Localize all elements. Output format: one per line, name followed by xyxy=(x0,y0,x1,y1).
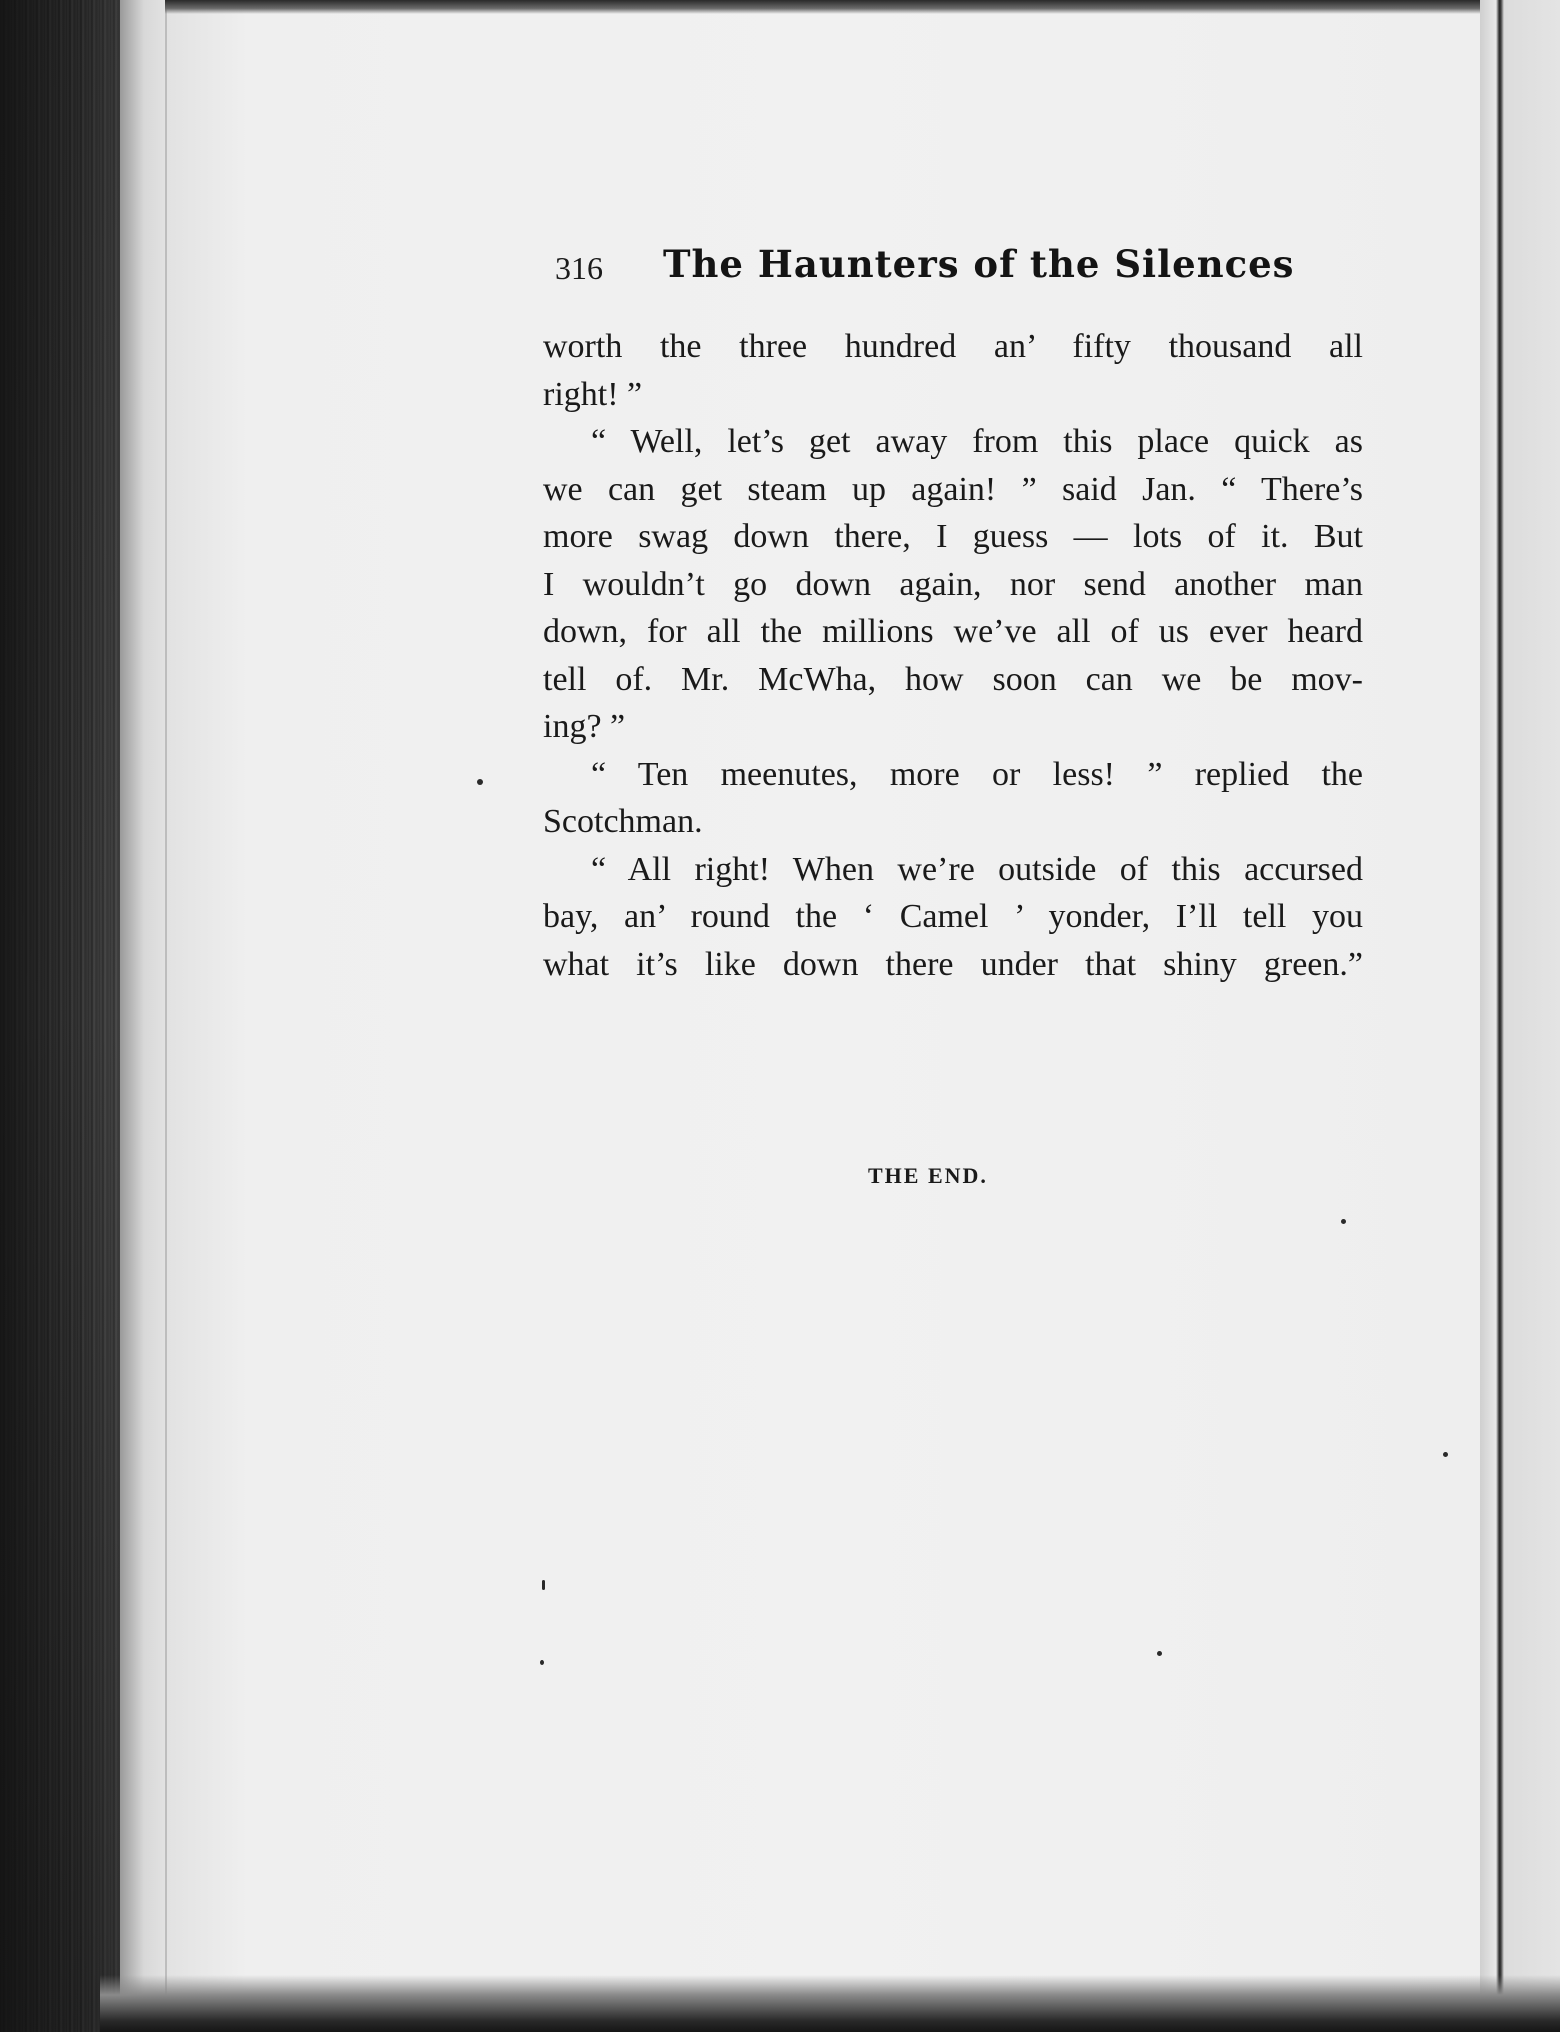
page-bottom-shadow xyxy=(100,1975,1560,2032)
running-head xyxy=(555,242,1375,296)
text-line: down, for all the millions we’ve all of us ever heard xyxy=(543,613,1363,650)
text-line: we can get steam up again! ” said Jan. “ There’s xyxy=(543,470,1363,508)
text-line: Scotchman. xyxy=(543,803,703,840)
text-line: more swag down there, I guess — lots of it. But xyxy=(543,518,1363,555)
book-page xyxy=(165,8,1502,2018)
ink-speck xyxy=(1157,1651,1162,1656)
text-line: I wouldn’t go down again, nor send another man xyxy=(543,565,1363,603)
text-line: worth the three hundred an’ fifty thousand all xyxy=(543,328,1363,365)
ink-speck xyxy=(1341,1219,1346,1224)
the-end-label: THE END. xyxy=(868,1163,988,1188)
text-line: tell of. Mr. McWha, how soon can we be mov- xyxy=(543,660,1363,698)
running-title: The Haunters of the Silences xyxy=(663,242,1295,286)
ink-speck xyxy=(542,1580,545,1590)
text-line: right! ” xyxy=(543,375,643,413)
text-line: ing? ” xyxy=(543,708,626,745)
text-line: what it’s like down there under that shiny green.” xyxy=(543,945,1363,983)
body-text xyxy=(543,323,1363,988)
page-top-shadow xyxy=(165,0,1525,14)
ink-speck xyxy=(1443,1452,1448,1457)
text-line: bay, an’ round the ‘ Camel ’ yonder, I’ll tell you xyxy=(543,898,1363,935)
ink-speck xyxy=(477,779,483,785)
next-page-edge xyxy=(1480,0,1560,2032)
page-number: 316 xyxy=(555,250,603,286)
ink-speck xyxy=(540,1660,544,1665)
text-line: “ All right! When we’re outside of this accursed xyxy=(591,850,1363,888)
text-line: “ Ten meenutes, more or less! ” replied the xyxy=(591,755,1363,793)
text-line: “ Well, let’s get away from this place quick as xyxy=(591,423,1363,460)
